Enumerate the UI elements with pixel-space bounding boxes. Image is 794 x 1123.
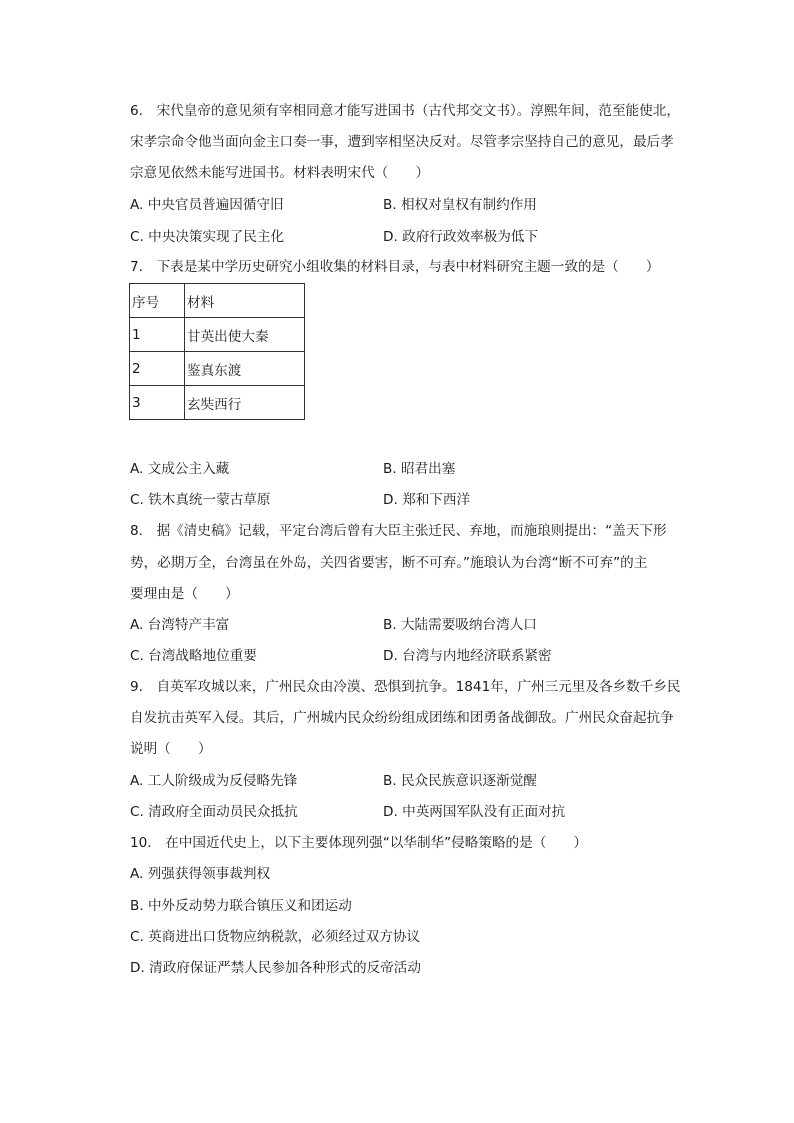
question-8-line-1: 8. 据《清史稿》记载，平定台湾后曾有大臣主张迁民、弃地，而施琅则提出：“盖天下形 [130, 523, 667, 539]
question-8-line-2: 势，必期万全，台湾虽在外岛，关四省要害，断不可弃。”施琅认为台湾“断不可弃”的主 [130, 555, 648, 571]
question-7-line-1: 7. 下表是某中学历史研究小组收集的材料目录，与表中材料研究主题一致的是（ ） [130, 259, 660, 275]
question-10-option-b: B. 中外反动势力联合镇压义和团运动 [130, 898, 352, 914]
table-row [130, 352, 305, 386]
question-9-option-d: D. 中英两国军队没有正面对抗 [383, 804, 566, 820]
table-row [130, 318, 305, 352]
question-8-option-b: B. 大陆需要吸纳台湾人口 [383, 617, 537, 633]
question-6-line-3: 宗意见依然未能写进国书。材料表明宋代（ ） [130, 165, 430, 181]
table-header-cell: 序号 [130, 284, 185, 318]
question-7-option-d: D. 郑和下西洋 [383, 492, 471, 508]
table-header-row [130, 284, 305, 318]
question-7-option-c: C. 铁木真统一蒙古草原 [130, 492, 271, 508]
question-10-option-d: D. 清政府保证严禁人民参加各种形式的反帝活动 [130, 960, 421, 976]
question-8-option-c: C. 台湾战略地位重要 [130, 648, 257, 664]
question-6-line-2: 宋孝宗命令他当面向金主口奏一事，遭到宰相坚决反对。尽管孝宗坚持自己的意见，最后孝 [130, 134, 674, 150]
question-7-option-a: A. 文成公主入藏 [130, 461, 230, 477]
question-6-option-d: D. 政府行政效率极为低下 [383, 229, 539, 245]
question-6-option-b: B. 相权对皇权有制约作用 [383, 197, 537, 213]
table-header-cell: 材料 [185, 284, 305, 318]
question-9-line-3: 说明（ ） [130, 741, 212, 757]
question-6-option-c: C. 中央决策实现了民主化 [130, 229, 285, 245]
question-8-option-a: A. 台湾特产丰富 [130, 617, 230, 633]
question-10-line-1: 10. 在中国近代史上，以下主要体现列强“以华制华”侵略策略的是（ ） [130, 835, 588, 851]
question-10-option-c: C. 英商进出口货物应纳税款，必须经过双方协议 [130, 929, 421, 945]
table-cell: 鉴真东渡 [185, 352, 305, 386]
question-10-option-a: A. 列强获得领事裁判权 [130, 866, 271, 882]
question-6-line-1: 6. 宋代皇帝的意见须有宰相同意才能写进国书（古代邦交文书）。淳熙年间，范至能使北， [130, 103, 680, 119]
table-row [130, 386, 305, 420]
table-cell: 2 [130, 352, 185, 386]
question-9-line-2: 自发抗击英军入侵。其后，广州城内民众纷纷组成团练和团勇备战御敌。广州民众奋起抗争 [130, 710, 674, 726]
question-6-option-a: A. 中央官员普遍因循守旧 [130, 197, 284, 213]
question-9-option-a: A. 工人阶级成为反侵略先锋 [130, 773, 298, 789]
table-cell: 3 [130, 386, 185, 420]
question-9-line-1: 9. 自英军攻城以来，广州民众由冷漠、恐惧到抗争。1841年，广州三元里及各乡数千乡民 [130, 679, 681, 695]
materials-table [129, 283, 305, 420]
question-9-option-b: B. 民众民族意识逐渐觉醒 [383, 773, 537, 789]
question-8-option-d: D. 台湾与内地经济联系紧密 [383, 648, 552, 664]
table-cell: 1 [130, 318, 185, 352]
table-cell: 玄奘西行 [185, 386, 305, 420]
table-cell: 甘英出使大秦 [185, 318, 305, 352]
question-7-option-b: B. 昭君出塞 [383, 461, 456, 477]
question-8-line-3: 要理由是（ ） [130, 586, 239, 602]
question-9-option-c: C. 清政府全面动员民众抵抗 [130, 804, 298, 820]
